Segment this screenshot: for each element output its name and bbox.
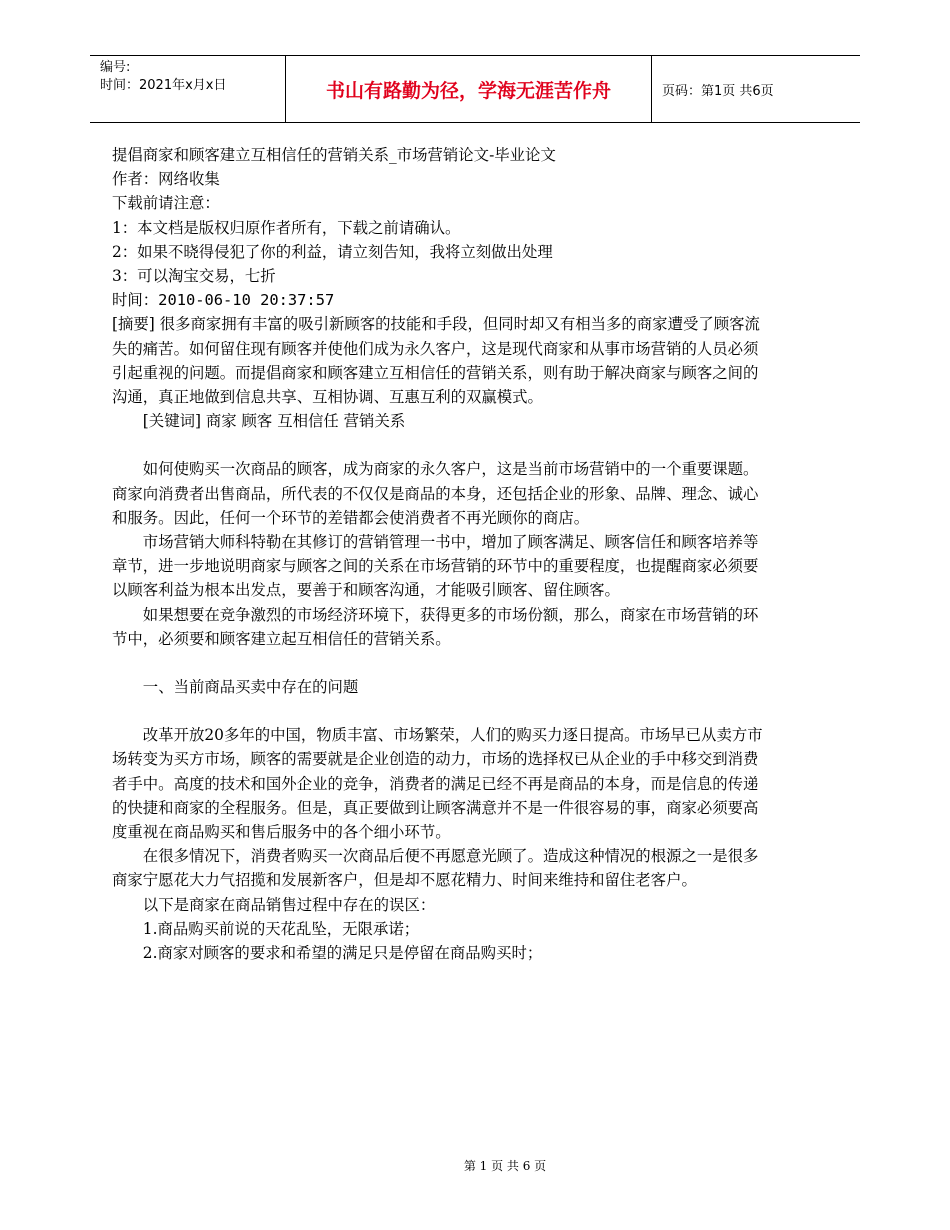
header-meta (100, 59, 226, 95)
page-header (90, 55, 860, 123)
abstract: [摘要] 很多商家拥有丰富的吸引新顾客的技能和手段，但同时却又有相当多的商家遭受了顾客流失的痛苦。如何留住现有顾客并使他们成为永久客户，这是现代商家和从事市场营销的人员必须引起重视的问题。而提倡商家和顾客建立互相信任的营销关系，则有助于解决商家与顾客之间的沟通，真正地做到信息共享、互相协调、互惠互利的双赢模式。 (112, 315, 760, 407)
doc-timestamp: 时间：2010-06-10 20:37:57 (112, 291, 335, 310)
header-number: 编号: (100, 60, 131, 75)
paragraph-5: 在很多情况下，消费者购买一次商品后便不再愿意光顾了。造成这种情况的根源之一是很多商家宁愿花大力气招揽和发展新客户，但是却不愿花精力、时间来维持和留住老客户。 (112, 847, 759, 890)
header-page-info: 页码：第1页 共6页 (662, 83, 774, 99)
paragraph-3: 如果想要在竞争激烈的市场经济环境下，获得更多的市场份额，那么，商家在市场营销的环节中，必须要和顾客建立起互相信任的营销关系。 (112, 605, 759, 648)
notice-item-3: 3：可以淘宝交易，七折 (112, 267, 276, 286)
list-item-1: 1.商品购买前说的天花乱坠，无限承诺； (142, 919, 420, 938)
list-item-2: 2.商家对顾客的要求和希望的满足只是停留在商品购买时； (142, 944, 543, 963)
header-motto: 书山有路勤为径，学海无涯苦作舟 (285, 56, 652, 122)
page-footer: 第 1 页 共 6 页 (463, 1159, 547, 1173)
doc-author: 作者：网络收集 (112, 170, 220, 189)
notice-title: 下载前请注意： (112, 194, 220, 213)
doc-title: 提倡商家和顾客建立互相信任的营销关系_市场营销论文-毕业论文 (112, 146, 556, 164)
document-body (112, 143, 772, 965)
paragraph-4: 改革开放20多年的中国，物质丰富、市场繁荣，人们的购买力逐日提高。市场早已从卖方市场转变为买方市场，顾客的需要就是企业创造的动力，市场的选择权已从企业的手中移交到消费者手中。高度的技术和国外企业的竞争，消费者的满足已经不再是商品的本身，而是信息的传递的快捷和商家的全程服务。但是，真正要做到让顾客满意并不是一件很容易的事，商家必须要高度重视在商品购买和售后服务中的各个细小环节。 (112, 726, 763, 842)
paragraph-1: 如何使购买一次商品的顾客，成为商家的永久客户，这是当前市场营销中的一个重要课题。商家向消费者出售商品，所代表的不仅仅是商品的本身，还包括企业的形象、品牌、理念、诚心和服务。因此，任何一个环节的差错都会使消费者不再光顾你的商店。 (112, 460, 759, 527)
section-heading-1: 一、当前商品买卖中存在的问题 (142, 678, 359, 697)
notice-item-1: 1：本文档是版权归原作者所有，下载之前请确认。 (112, 218, 461, 237)
header-time: 时间：2021年x月x日 (100, 78, 227, 93)
paragraph-2: 市场营销大师科特勒在其修订的营销管理一书中，增加了顾客满足、顾客信任和顾客培养等章节，进一步地说明商家与顾客之间的关系在市场营销的环节中的重要程度，也提醒商家必须要以顾客利益为根本出发点，要善于和顾客沟通，才能吸引顾客、留住顾客。 (112, 533, 759, 600)
paragraph-6: 以下是商家在商品销售过程中存在的误区： (142, 895, 436, 914)
keywords: [关键词] 商家 顾客 互相信任 营销关系 (142, 412, 406, 431)
notice-item-2: 2：如果不晓得侵犯了你的利益，请立刻告知，我将立刻做出处理 (112, 242, 553, 261)
